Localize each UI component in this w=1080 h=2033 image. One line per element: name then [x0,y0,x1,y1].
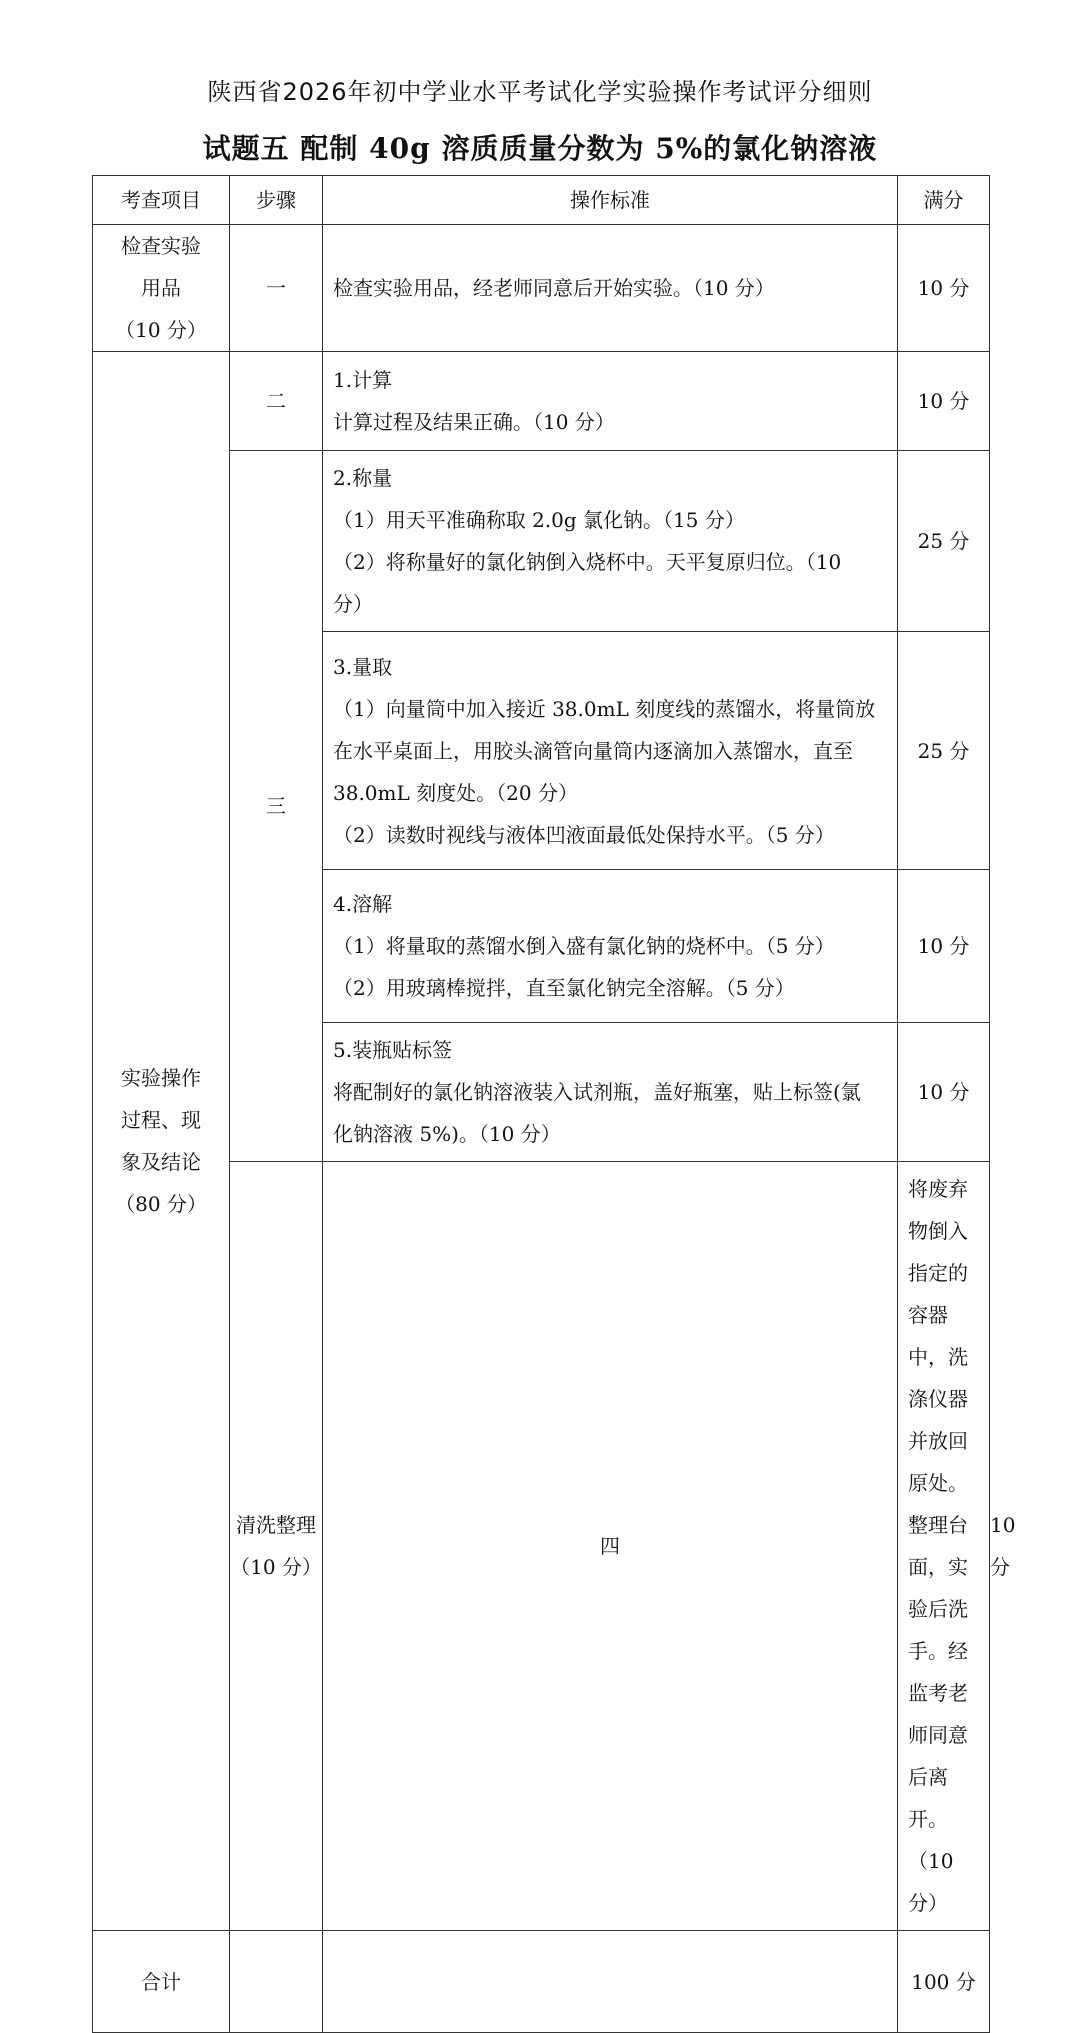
standard-cell [323,352,898,451]
category-line: 过程、现 [121,1108,201,1132]
step-cell: 四 [323,1162,898,1931]
category-line: 实验操作 [121,1066,201,1090]
table-row: 清洗整理 （10 分） 四 将废弃物倒入指定的容器中，洗涤仪器并放回原处。整理台 面，实验后洗手。经监考老师同意后离开。 （10 分） 10 分 [93,1162,990,1931]
standard-line: 38.0mL 刻度处。（20 分） [333,780,578,805]
column-header: 步骤 [230,176,323,225]
standard-line: 计算过程及结果正确。（10 分） [333,410,615,434]
standard-line: 5.装瓶贴标签 [333,1038,453,1062]
standard-line: 4.溶解 [333,892,393,916]
step-cell: 三 [230,451,323,1162]
table-row-total [93,1931,990,2033]
standard-cell [323,451,898,632]
standard-line: 在水平桌面上，用胶头滴管向量筒内逐滴加入蒸馏水，直至 [333,738,853,763]
total-score-cell: 100 分 [898,1931,990,2033]
step-cell: 二 [230,352,323,451]
category-cell [93,352,230,1931]
standard-line: 将配制好的氯化钠溶液装入试剂瓶，盖好瓶塞，贴上标签(氯 [333,1080,861,1104]
standard-line: （1）将量取的蒸馏水倒入盛有氯化钠的烧杯中。（5 分） [333,934,835,958]
standard-line: 将废弃物倒入指定的容器中，洗涤仪器并放回原处。整理台 [908,1177,968,1537]
standard-line: 分） [333,592,373,616]
category-line: （10 分） [230,1555,322,1579]
standard-line: （1）向量筒中加入接近 38.0mL 刻度线的蒸馏水，将量筒放 [333,696,876,721]
column-header: 满分 [898,176,990,225]
page-subtitle: 试题五 配制 40g 溶质质量分数为 5%的氯化钠溶液 [202,132,878,165]
standard-line: 检查实验用品，经老师同意后开始实验。（10 分） [333,276,775,300]
score-cell: 10 分 [898,352,990,451]
step-cell: 一 [230,225,323,352]
category-cell [93,225,230,352]
page-title: 陕西省2026年初中学业水平考试化学实验操作考试评分细则 [207,78,873,106]
standard-line: （2）用玻璃棒搅拌，直至氯化钠完全溶解。（5 分） [333,976,795,1000]
standard-line: 1.计算 [333,368,393,392]
column-header: 操作标准 [323,176,898,225]
total-label-cell: 合计 [93,1931,230,2033]
column-header: 考查项目 [93,176,230,225]
score-cell: 10 分 [898,225,990,352]
standard-cell [323,870,898,1023]
table-row [93,352,990,451]
score-cell: 25 分 [898,632,990,870]
standard-cell [323,225,898,352]
category-line: （80 分） [115,1192,207,1216]
standard-line: 化钠溶液 5%)。（10 分） [333,1122,561,1146]
category-line: 检查实验 [121,234,201,258]
category-line: 象及结论 [121,1150,201,1174]
empty-cell [230,1931,323,2033]
standard-line: 2.称量 [333,466,393,490]
standard-cell [898,1162,990,1931]
category-cell [230,1162,323,1931]
empty-cell [323,1931,898,2033]
standard-cell [323,1023,898,1162]
score-cell: 10 分 [898,870,990,1023]
standard-line: （2）将称量好的氯化钠倒入烧杯中。天平复原归位。（10 [333,550,842,574]
category-line: （10 分） [115,318,207,342]
table-row [93,225,990,352]
standard-line: （10 分） [908,1849,954,1915]
standard-cell [323,632,898,870]
category-line: 用品 [141,276,181,300]
scoring-table [92,175,1016,2033]
standard-line: 面，实验后洗手。经监考老师同意后离开。 [908,1555,968,1831]
standard-line: （1）用天平准确称取 2.0g 氯化钠。（15 分） [333,508,745,532]
standard-line: 3.量取 [333,654,393,679]
standard-line: （2）读数时视线与液体凹液面最低处保持水平。（5 分） [333,822,835,847]
score-cell: 10 分 [898,1023,990,1162]
table-header-row [93,176,990,225]
category-line: 清洗整理 [236,1513,316,1537]
score-cell: 25 分 [898,451,990,632]
